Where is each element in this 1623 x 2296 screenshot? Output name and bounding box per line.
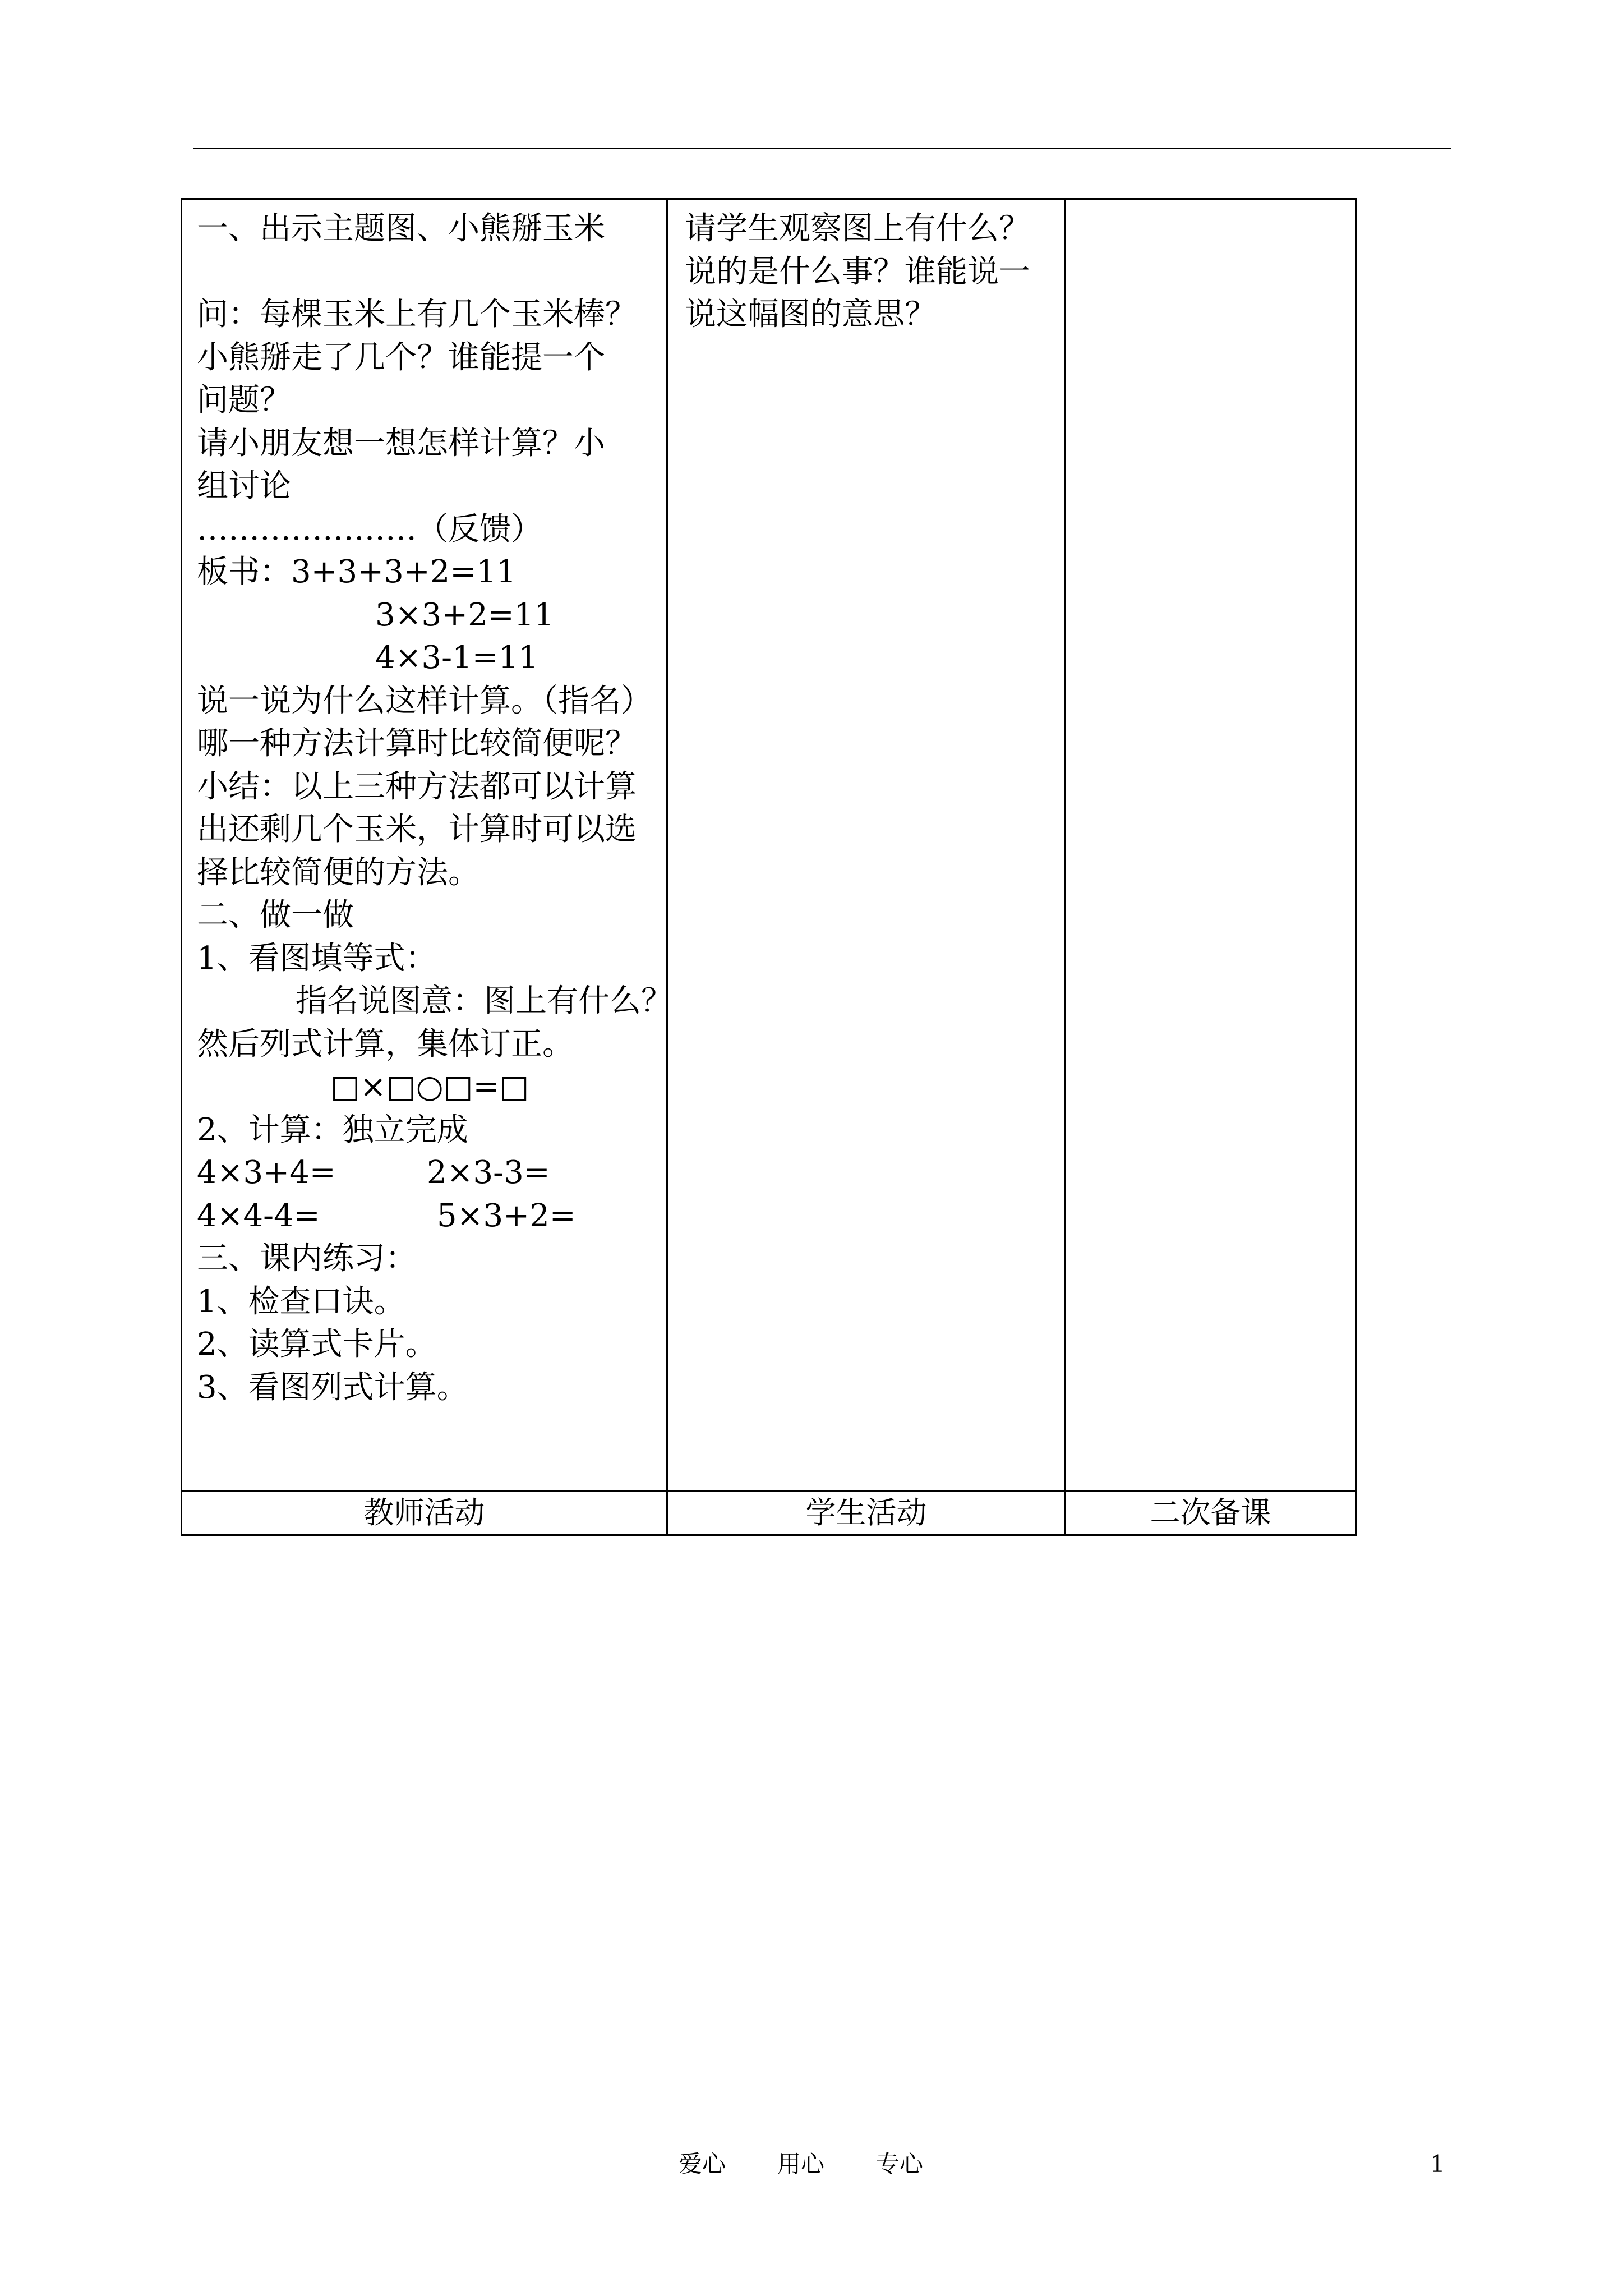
calc-row: [197, 1195, 656, 1238]
teacher-line-blank: [197, 251, 656, 294]
exercise-item: 2、读算式卡片。: [197, 1326, 437, 1363]
calc-item: 4×4-4=: [197, 1197, 320, 1234]
second-prep-label: 二次备课: [1066, 1491, 1356, 1535]
summary-line: 小结：以上三种方法都可以计算: [197, 768, 637, 805]
teacher-line: 2、计算：独立完成: [197, 1111, 468, 1148]
teacher-line: 请小朋友想一想怎样计算？小: [197, 425, 605, 462]
calc-item: 4×3+4=: [197, 1154, 336, 1191]
student-line: 请学生观察图上有什么？: [685, 210, 1030, 247]
student-line: 说的是什么事？谁能说一: [685, 253, 1030, 290]
board-writing-line: 3×3+2=11: [375, 596, 554, 633]
second-prep-cell: [1066, 199, 1356, 1491]
lesson-plan-table: [181, 198, 1357, 1536]
teacher-line: 问：每棵玉米上有几个玉米棒？: [197, 296, 637, 333]
footer-motto: 用心: [777, 2150, 825, 2178]
teacher-line: 指名说图意：图上有什么？: [296, 983, 672, 1019]
teacher-line: 小熊掰走了几个？谁能提一个: [197, 339, 605, 376]
footer-mottos: [679, 2148, 923, 2180]
teacher-activity-cell: [182, 199, 672, 1491]
section-heading: 三、课内练习：: [197, 1240, 417, 1277]
footer-motto: 专心: [876, 2150, 924, 2178]
student-activity-label: 学生活动: [667, 1491, 1066, 1535]
calc-item: 2×3-3=: [427, 1154, 550, 1191]
board-writing-line: 4×3-1=11: [375, 639, 538, 676]
teacher-line: 一、出示主题图、小熊掰玉米: [197, 210, 605, 247]
footer-motto: 爱心: [679, 2150, 726, 2178]
student-line: 说这幅图的意思？: [685, 296, 936, 333]
teacher-line: …………………（反馈）: [197, 510, 542, 547]
label-row: [182, 1491, 1356, 1535]
content-row: [182, 199, 1356, 1491]
summary-line: 出还剩几个玉米，计算时可以选: [197, 811, 637, 848]
teacher-line: 组讨论: [197, 468, 291, 504]
teacher-activity-label: 教师活动: [182, 1491, 667, 1535]
board-writing-line: 板书：3+3+3+2=11: [197, 554, 517, 590]
summary-line: 择比较简便的方法。: [197, 854, 479, 891]
header-rule: [193, 148, 1451, 149]
student-activity-cell: [667, 199, 1066, 1491]
calc-row: [197, 1152, 656, 1195]
calc-item: 5×3+2=: [437, 1197, 576, 1234]
teacher-line: 然后列式计算，集体订正。: [197, 1025, 574, 1062]
exercise-item: 1、检查口诀。: [197, 1283, 405, 1320]
teacher-line: 问题？: [197, 382, 291, 418]
section-heading: 二、做一做: [197, 897, 354, 933]
teacher-line: 哪一种方法计算时比较简便呢？: [197, 725, 637, 762]
teacher-line: 说一说为什么这样计算。（指名）: [197, 682, 652, 719]
teacher-line: 1、看图填等式：: [197, 940, 437, 977]
fill-in-equation: □×□○□=□: [330, 1069, 529, 1105]
page-number: 1: [1430, 2150, 1445, 2178]
exercise-item: 3、看图列式计算。: [197, 1369, 468, 1406]
